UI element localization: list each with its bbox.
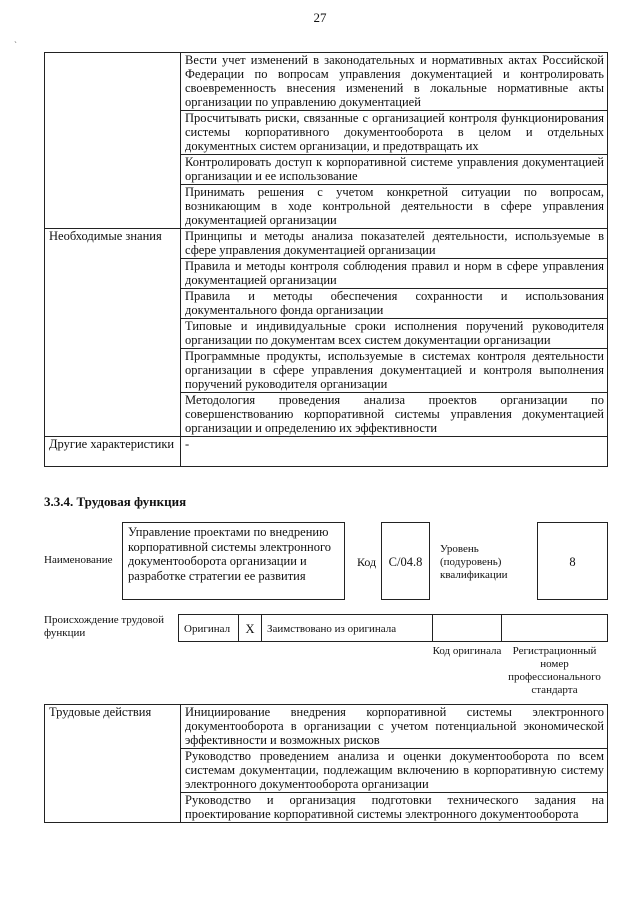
original-mark: X — [238, 614, 262, 642]
table-cell: Правила и методы обеспечения сохранности и использования документального фонда организации — [181, 289, 608, 319]
table-cell: Контролировать доступ к корпоративной системе управления документацией организации и ее использование — [181, 155, 608, 185]
row-label: Другие характеристики — [45, 437, 181, 467]
table-cell: - — [181, 437, 608, 467]
table-cell: Руководство и организация подготовки технического задания на проектирование корпоративной системы электронного документооборота — [181, 793, 608, 823]
origin-label: Происхождение трудовой функции — [44, 614, 165, 639]
table-cell: Вести учет изменений в законодательных и нормативных актах Российской Федерации по вопросам управления документацией и контролировать своевременность внесения изменений в локальные нормативные акты организации по управлению документацией — [181, 53, 608, 111]
borrowed-cell: Заимствовано из оригинала — [261, 614, 433, 642]
reg-number-label: Регистрационный номер профессионального стандарта — [508, 645, 601, 696]
skills-knowledge-table — [44, 52, 608, 467]
page-number: 27 — [313, 10, 327, 25]
section-heading: 3.3.4. Трудовая функция — [44, 494, 187, 509]
table-row — [45, 229, 608, 259]
original-cell: Оригинал — [178, 614, 239, 642]
table-row — [45, 437, 608, 467]
table-cell: Типовые и индивидуальные сроки исполнения поручений руководителя организации по документам всех систем документации организации — [181, 319, 608, 349]
labor-actions-table — [44, 704, 608, 823]
table-row — [45, 53, 608, 111]
code-original-box — [432, 614, 502, 642]
row-label: Трудовые действия — [45, 705, 181, 823]
name-label: Наименование — [44, 554, 113, 566]
table-row — [45, 705, 608, 749]
level-label: Уровень (подуровень) квалификации — [440, 543, 508, 581]
row-label: Необходимые знания — [45, 229, 181, 437]
code-label: Код — [357, 555, 377, 569]
level-box: 8 — [537, 522, 608, 600]
code-box: C/04.8 — [381, 522, 430, 600]
table-cell: Принципы и методы анализа показателей деятельности, используемые в сфере управления документацией организации — [181, 229, 608, 259]
table-cell: Руководство проведением анализа и оценки документооборота по всем системам документации, подлежащим включению в корпоративную систему электронного документооборота организации — [181, 749, 608, 793]
function-name-box: Управление проектами по внедрению корпоративной системы электронного документооборота организации и разработке стратегии ее развития — [122, 522, 345, 600]
table-cell: Инициирование внедрения корпоративной системы электронного документооборота в организации с учетом потенциальной экономической эффективности и возможных рисков — [181, 705, 608, 749]
table-cell: Просчитывать риски, связанные с организацией контроля функционирования системы корпоративного документооборота в целом и отдельных документных систем организации, и предотвращать их — [181, 111, 608, 155]
row-label — [45, 53, 181, 229]
table-cell: Методология проведения анализа проектов организации по совершенствованию корпоративной системы управления документацией организации и определению их эффективности — [181, 393, 608, 437]
table-cell: Программные продукты, используемые в системах контроля деятельности организации в сфере управления документацией и контроля выполнения поручений руководителя организации — [181, 349, 608, 393]
reg-number-box — [501, 614, 608, 642]
table-cell: Принимать решения с учетом конкретной ситуации по вопросам, возникающим в ходе контрольной деятельности в сфере управления документацией организации — [181, 185, 608, 229]
margin-mark: ` — [14, 40, 17, 50]
table-cell: Правила и методы контроля соблюдения правил и норм в сфере управления документацией организации — [181, 259, 608, 289]
code-original-label: Код оригинала — [432, 645, 502, 657]
